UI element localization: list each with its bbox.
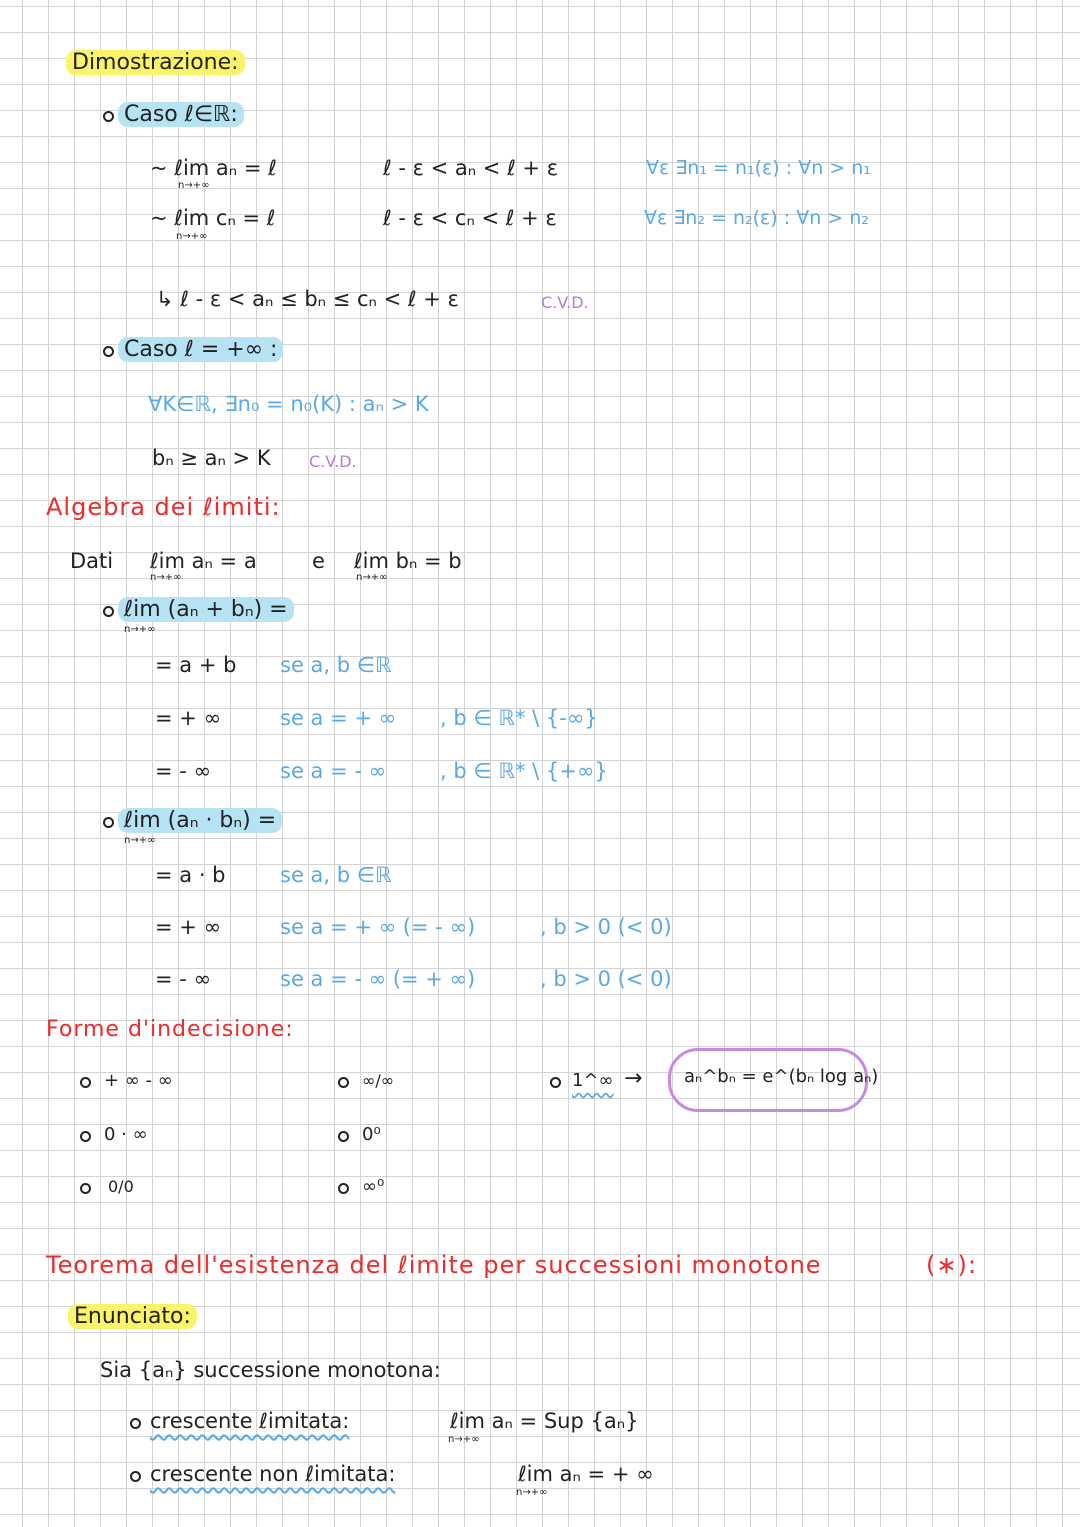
sum-row-value: = + ∞ — [155, 706, 222, 730]
cvd-label: C.V.D. — [309, 452, 357, 471]
algebra-heading: Algebra dei ℓimiti: — [46, 493, 281, 521]
bullet — [130, 1418, 141, 1429]
dati-lim-b: ℓim bₙ = b — [354, 549, 462, 573]
bullet — [80, 1183, 91, 1194]
bullet1-value: ℓim aₙ = Sup {aₙ} — [450, 1409, 639, 1433]
product-limit-title: ℓim (aₙ · bₙ) = — [118, 808, 282, 834]
case1-lim1: ~ ℓim aₙ = ℓ — [150, 156, 277, 180]
case1-quantifier2: ∀ε ∃n₂ = n₂(ε) : ∀n > n₂ — [644, 207, 869, 229]
form-item: 0 · ∞ — [104, 1124, 148, 1145]
form-item: 0/0 — [108, 1177, 134, 1196]
case1-conclusion: ↳ ℓ - ε < aₙ ≤ bₙ ≤ cₙ < ℓ + ε — [156, 287, 459, 311]
bullet2-label: crescente non ℓimitata: — [150, 1462, 396, 1486]
sum-row-condition: se a, b ∈ℝ — [280, 653, 392, 677]
form-item: + ∞ - ∞ — [104, 1070, 173, 1091]
case1-ineq1: ℓ - ε < aₙ < ℓ + ε — [383, 156, 559, 180]
theorem-star: (∗): — [926, 1251, 977, 1279]
arrow-icon: → — [624, 1066, 643, 1091]
bullet — [103, 346, 114, 357]
case1-quantifier1: ∀ε ∃n₁ = n₁(ε) : ∀n > n₁ — [646, 157, 871, 179]
sum-row-value: = a + b — [155, 653, 237, 677]
case2-line2: bₙ ≥ aₙ > K — [152, 446, 271, 470]
theorem-heading: Teorema dell'esistenza del ℓimite per successioni monotone — [46, 1251, 822, 1279]
product-row-condition: se a = + ∞ (= - ∞) — [280, 915, 476, 939]
enunciato-heading: Enunciato: — [68, 1304, 197, 1330]
lim-subscript: n→+∞ — [150, 572, 182, 583]
product-row-value: = + ∞ — [155, 915, 222, 939]
sum-row-condition: se a = + ∞ — [280, 706, 397, 730]
bullet — [550, 1077, 561, 1088]
lim-subscript: n→+∞ — [176, 231, 208, 242]
lim-subscript: n→+∞ — [448, 1434, 480, 1445]
case2-line1: ∀K∈ℝ, ∃n₀ = n₀(K) : aₙ > K — [148, 392, 429, 416]
lim-subscript: n→+∞ — [356, 572, 388, 583]
lim-subscript: n→+∞ — [178, 180, 210, 191]
case2-title: Caso ℓ = +∞ : — [118, 337, 283, 363]
product-row-condition: se a, b ∈ℝ — [280, 863, 392, 887]
case1-lim2: ~ ℓim cₙ = ℓ — [150, 206, 276, 230]
product-row-value: = - ∞ — [155, 967, 212, 991]
case1-title: Caso ℓ∈ℝ: — [118, 102, 244, 128]
formula: aₙ^bₙ = e^(bₙ log aₙ) — [684, 1066, 879, 1087]
bullet1-label: crescente ℓimitata: — [150, 1409, 350, 1433]
bullet — [80, 1131, 91, 1142]
form-one-infinity: 1^∞ — [572, 1070, 614, 1091]
dati-label: Dati — [70, 549, 114, 573]
bullet2-value: ℓim aₙ = + ∞ — [518, 1462, 654, 1486]
product-row-value: = a · b — [155, 863, 226, 887]
bullet — [338, 1131, 349, 1142]
sum-limit-title: ℓim (aₙ + bₙ) = — [118, 597, 294, 623]
bullet — [338, 1077, 349, 1088]
lim-subscript: n→+∞ — [124, 624, 156, 635]
dati-and: e — [312, 549, 325, 573]
dimostrazione-heading: Dimostrazione: — [66, 50, 245, 76]
bullet — [338, 1183, 349, 1194]
case1-ineq2: ℓ - ε < cₙ < ℓ + ε — [383, 206, 557, 230]
bullet — [80, 1077, 91, 1088]
sum-row-condition: se a = - ∞ — [280, 759, 387, 783]
bullet — [103, 111, 114, 122]
bullet — [103, 817, 114, 828]
form-item: ∞⁰ — [362, 1176, 385, 1197]
form-item: ∞/∞ — [362, 1071, 395, 1090]
sum-row-value: = - ∞ — [155, 759, 212, 783]
bullet — [130, 1471, 141, 1482]
product-row-extra: , b > 0 (< 0) — [540, 967, 672, 991]
lim-subscript: n→+∞ — [516, 1487, 548, 1498]
sum-row-extra: , b ∈ ℝ* \ {+∞} — [440, 759, 608, 783]
cvd-label: C.V.D. — [541, 293, 589, 312]
sia-statement: Sia {aₙ} successione monotona: — [100, 1358, 441, 1382]
form-item: 0⁰ — [362, 1124, 381, 1145]
lim-subscript: n→+∞ — [124, 835, 156, 846]
sum-row-extra: , b ∈ ℝ* \ {-∞} — [440, 706, 598, 730]
bullet — [103, 606, 114, 617]
product-row-extra: , b > 0 (< 0) — [540, 915, 672, 939]
dati-lim-a: ℓim aₙ = a — [150, 549, 257, 573]
forme-heading: Forme d'indecisione: — [46, 1017, 294, 1042]
product-row-condition: se a = - ∞ (= + ∞) — [280, 967, 476, 991]
